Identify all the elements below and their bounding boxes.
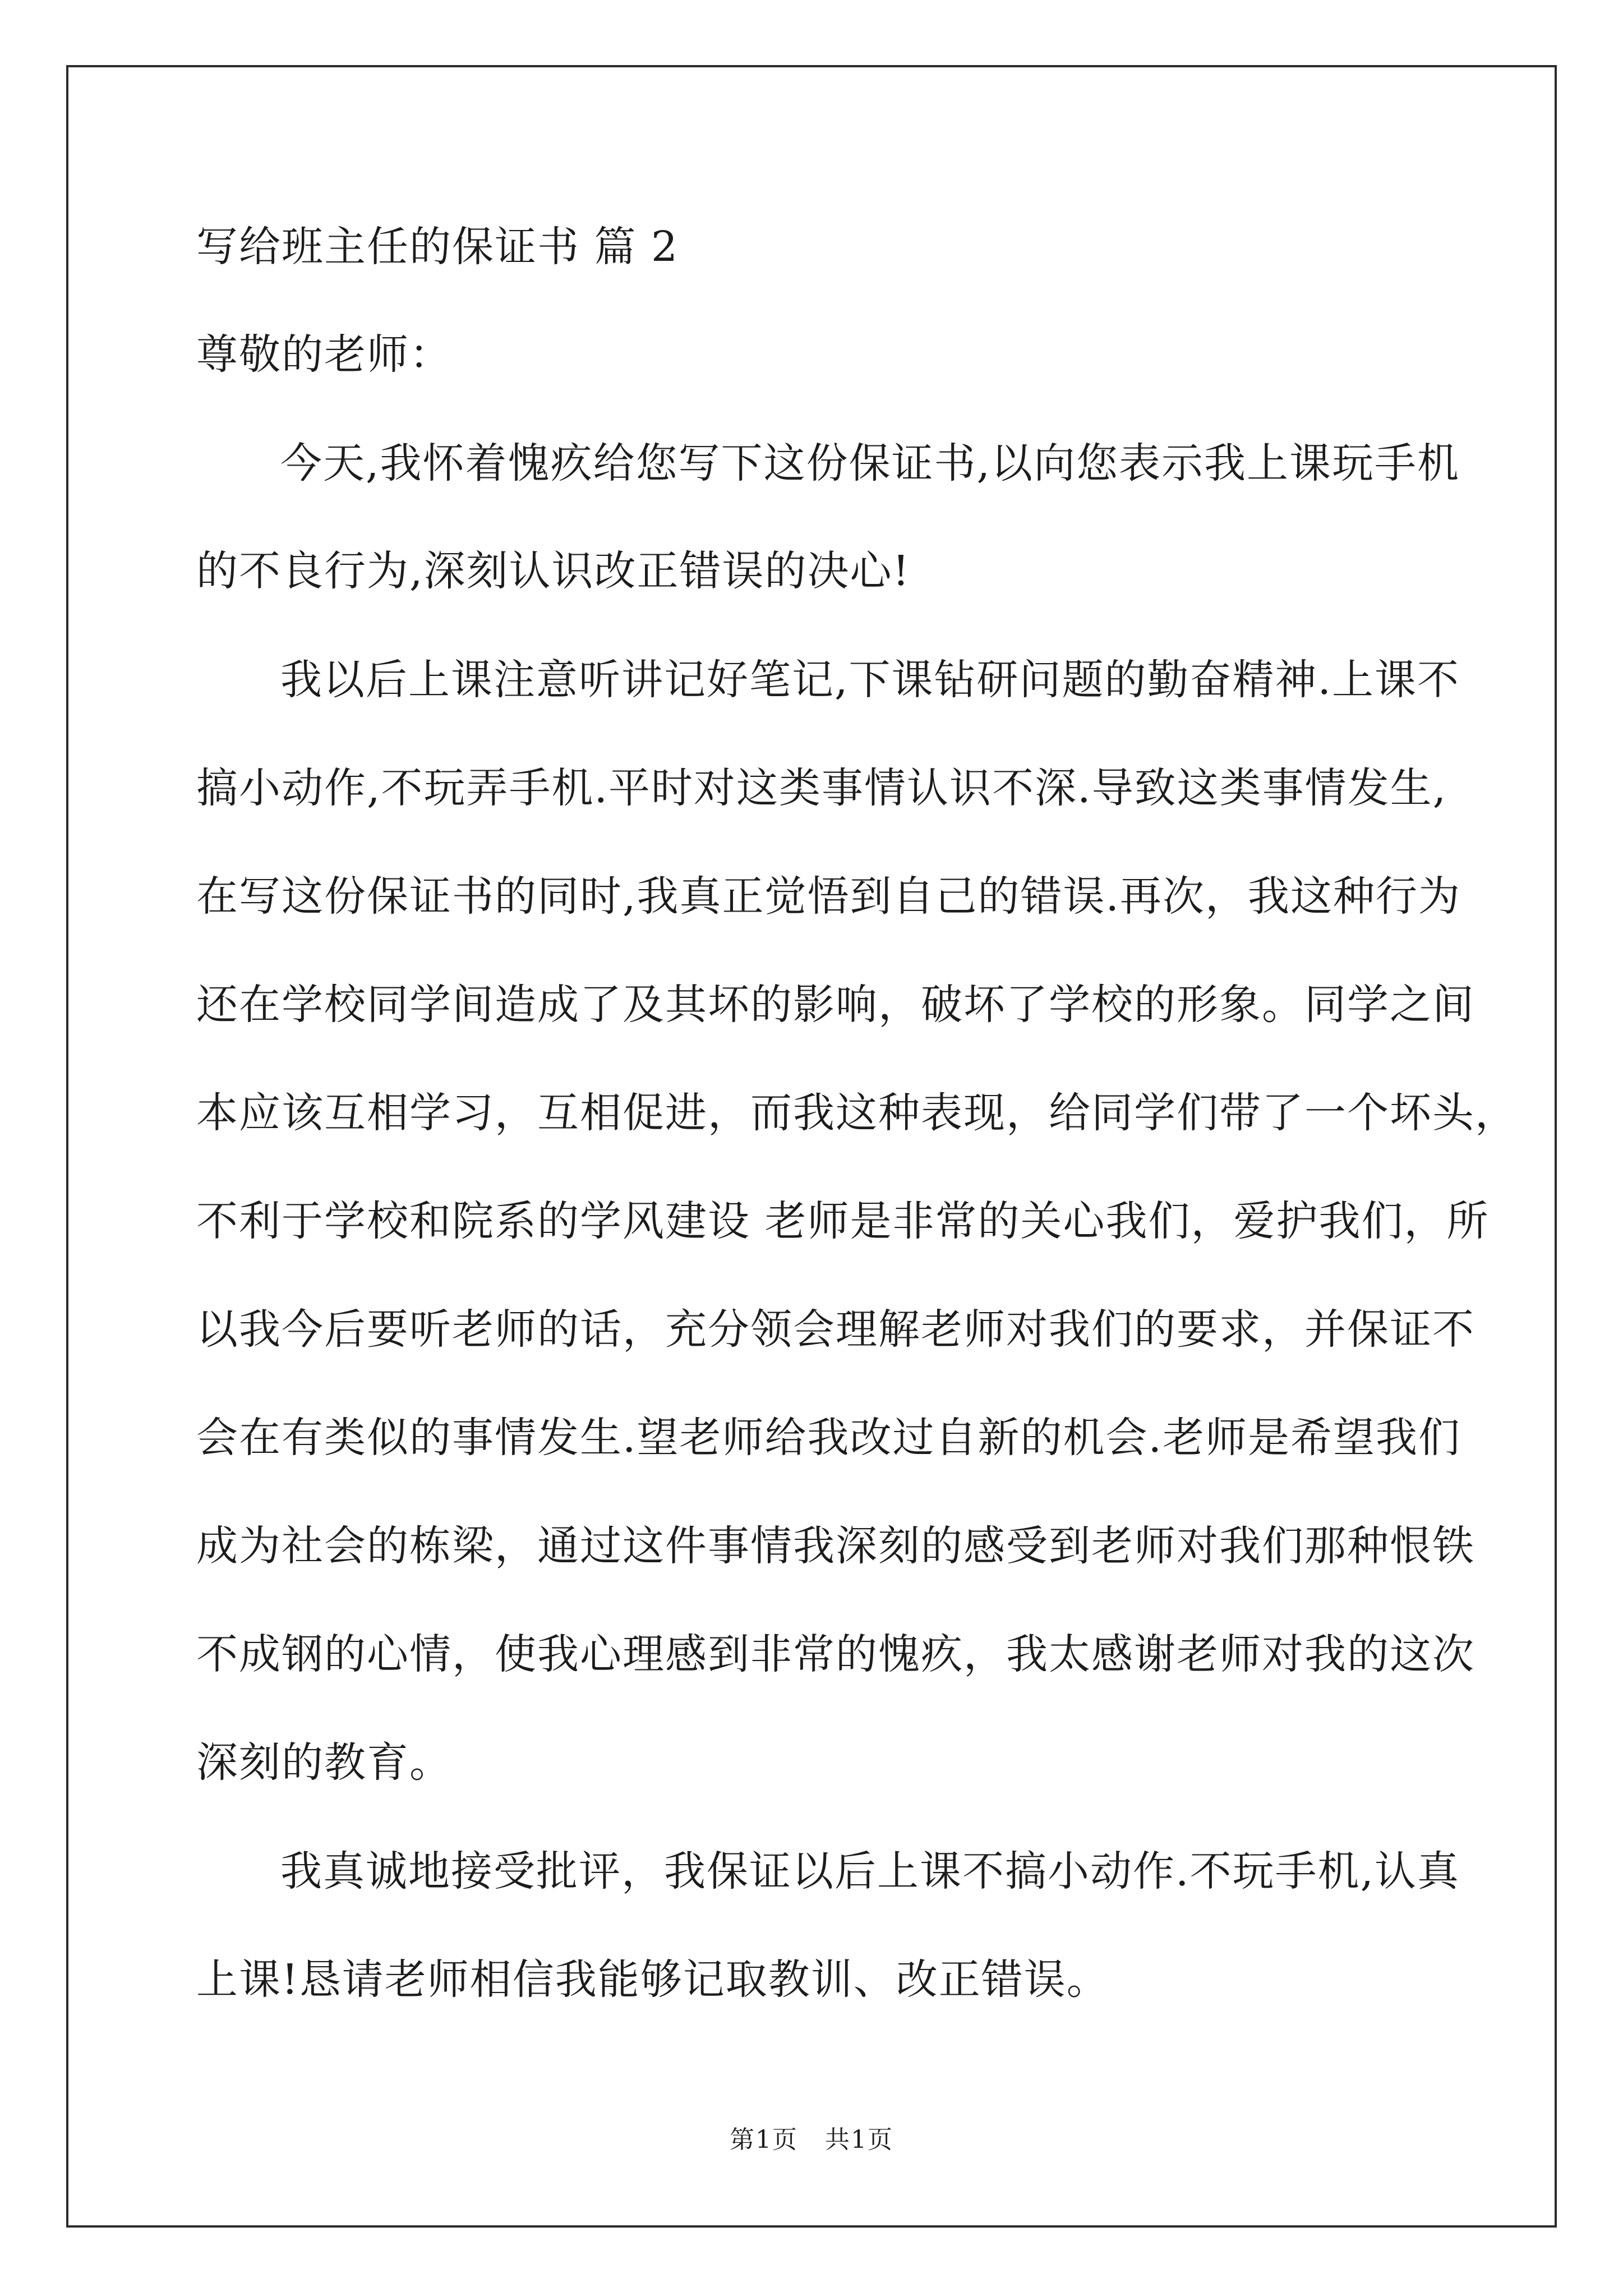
paragraph-2-line-9: 成为社会的栋梁，通过这件事情我深刻的感受到老师对我们那种恨铁 (196, 1522, 1475, 1570)
paragraph-1-line-1: 今天,我怀着愧疚给您写下这份保证书,以向您表示我上课玩手机 (280, 439, 1460, 487)
paragraph-2-line-11: 深刻的教育。 (196, 1738, 452, 1787)
paragraph-2-line-7: 以我今后要听老师的话，充分领会理解老师对我们的要求，并保证不 (196, 1305, 1475, 1354)
page-total: 共1页 (825, 2125, 893, 2154)
salutation: 尊敬的老师： (196, 330, 452, 379)
page-footer (0, 2123, 1623, 2157)
paragraph-2-line-6: 不利于学校和院系的学风建设 老师是非常的关心我们，爱护我们，所 (196, 1197, 1490, 1245)
document-title: 写给班主任的保证书 篇 2 (196, 223, 679, 271)
paragraph-2-line-8: 会在有类似的事情发生.望老师给我改过自新的机会.老师是希望我们 (196, 1414, 1461, 1462)
page-frame (66, 65, 1557, 2228)
paragraph-2-line-4: 还在学校同学间造成了及其坏的影响，破坏了学校的形象。同学之间 (196, 981, 1475, 1029)
paragraph-1-line-2: 的不良行为,深刻认识改正错误的决心! (196, 547, 911, 595)
paragraph-2-line-1: 我以后上课注意听讲记好笔记,下课钻研问题的勤奋精神.上课不 (280, 656, 1460, 704)
paragraph-2-line-3: 在写这份保证书的同时,我真正觉悟到自己的错误.再次，我这种行为 (196, 872, 1461, 921)
paragraph-3-line-2: 上课!恳请老师相信我能够记取教训、改正错误。 (196, 1955, 1109, 2004)
page-number: 第1页 (730, 2125, 798, 2154)
paragraph-2-line-5: 本应该互相学习，互相促进，而我这种表现，给同学们带了一个坏头， (196, 1089, 1518, 1137)
paragraph-3-line-1: 我真诚地接受批评，我保证以后上课不搞小动作.不玩手机,认真 (280, 1847, 1460, 1895)
paragraph-2-line-2: 搞小动作,不玩弄手机.平时对这类事情认识不深.导致这类事情发生, (196, 764, 1447, 812)
paragraph-2-line-10: 不成钢的心情，使我心理感到非常的愧疚，我太感谢老师对我的这次 (196, 1630, 1475, 1678)
